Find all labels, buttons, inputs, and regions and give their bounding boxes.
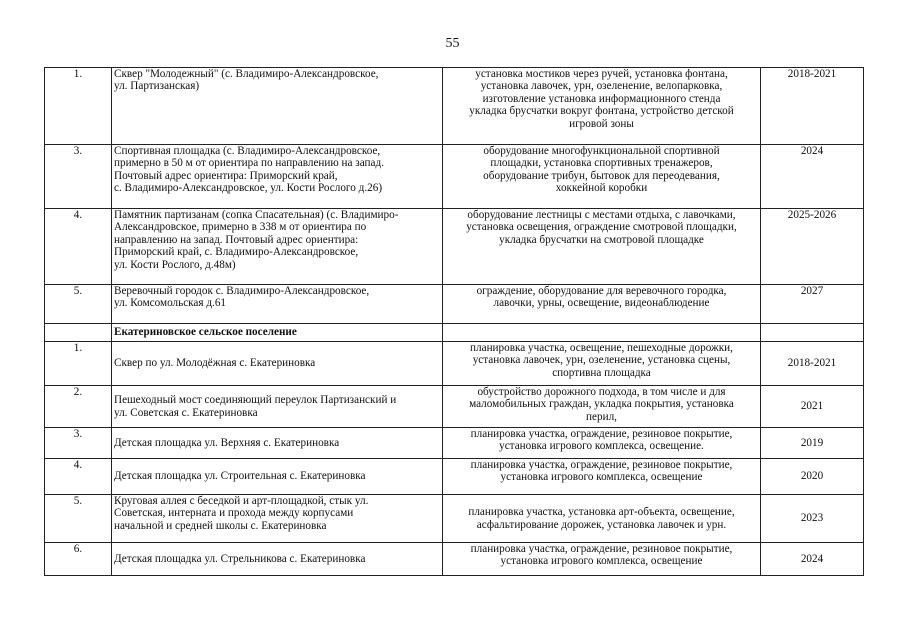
years-cell: 2025-2026 (761, 209, 864, 285)
object-line: Круговая аллея с беседкой и арт-площадкой, стык ул. (114, 495, 369, 507)
object-cell (112, 428, 443, 459)
table-row (45, 459, 864, 495)
years-cell: 2027 (761, 285, 864, 324)
object-cell (112, 145, 443, 209)
object-line: Сквер по ул. Молодёжная с. Екатериновка (114, 357, 316, 370)
object-cell (112, 285, 443, 324)
row-number: 5. (45, 285, 112, 324)
table-row (45, 543, 864, 576)
object-line: Детская площадка ул. Стрельникова с. Екатериновка (114, 552, 366, 565)
page-number: 55 (445, 36, 460, 51)
years-cell: 2018-2021 (761, 68, 864, 145)
object-cell (112, 209, 443, 285)
works-cell (443, 459, 761, 495)
works-cell (443, 342, 761, 386)
works-line: площадки, установка спортивных тренажеров, (490, 157, 713, 170)
works-line: изготовление установка информационного стенда (482, 92, 721, 105)
section-works-cell (443, 324, 761, 342)
row-number: 5. (45, 495, 112, 543)
object-line: ул. Партизанская) (114, 80, 200, 93)
row-number: 4. (45, 459, 112, 495)
row-number: 3. (45, 428, 112, 459)
section-number-cell (45, 324, 112, 342)
works-cell (443, 495, 761, 543)
object-line: начальной и средней школы с. Екатериновка (114, 519, 327, 532)
row-number: 2. (45, 386, 112, 428)
object-line: Веревочный городок с. Владимиро-Александровское, (114, 285, 370, 297)
works-line: планировка участка, ограждение, резиновое покрытие, (470, 459, 733, 471)
row-number: 1. (45, 68, 112, 145)
object-line: Сквер "Молодежный" (с. Владимиро-Александровское, (114, 68, 379, 80)
row-number: 3. (45, 145, 112, 209)
table-body (45, 68, 864, 576)
object-line: примерно в 50 м от ориентира по направлению на запад. (114, 157, 384, 170)
object-cell (112, 495, 443, 543)
section-title: Екатериновское сельское поселение (112, 324, 443, 342)
works-line: планировка участка, ограждение, резиновое покрытие, (470, 543, 733, 555)
row-number: 6. (45, 543, 112, 576)
object-cell (112, 68, 443, 145)
object-cell (112, 342, 443, 386)
works-line: лавочки, урны, освещение, видеонаблюдение (493, 297, 710, 310)
works-cell (443, 543, 761, 576)
works-line: хоккейной коробки (555, 182, 648, 195)
section-row (45, 324, 864, 342)
works-line: оборудование многофункциональной спортивной (483, 145, 720, 157)
works-line: обустройство дорожного подхода, в том числе и для (477, 386, 726, 398)
works-line: спортивна площадка (552, 366, 651, 379)
table-row (45, 209, 864, 285)
works-cell (443, 428, 761, 459)
works-line: маломобильных граждан, укладка покрытия, установка (469, 398, 734, 411)
improvement-plan-table (44, 67, 864, 576)
works-cell (443, 68, 761, 145)
works-line: перил, (586, 410, 617, 423)
table-row (45, 68, 864, 145)
works-line: установка освещения, ограждение смотровой площадки, (466, 221, 737, 234)
object-line: Пешеходный мост соединяющий переулок Партизанский и (114, 394, 397, 407)
object-line: ул. Комсомольская д.61 (114, 297, 227, 310)
works-cell (443, 209, 761, 285)
works-line: установка лавочек, урн, озеленение, велопарковка, (480, 80, 723, 93)
object-line: Приморский край, с. Владимиро-Александровское, (114, 246, 359, 259)
object-line: Детская площадка ул. Строительная с. Екатериновка (114, 470, 366, 483)
row-number: 4. (45, 209, 112, 285)
works-line: установка игрового комплекса, освещение (500, 471, 703, 484)
years-cell: 2024 (761, 145, 864, 209)
object-cell (112, 386, 443, 428)
years-cell: 2019 (761, 428, 864, 459)
object-line: Александровское, примерно в 338 м от ориентира по (114, 221, 367, 234)
object-cell (112, 543, 443, 576)
table-row (45, 145, 864, 209)
works-line: планировка участка, ограждение, резиновое покрытие, (470, 428, 733, 440)
object-line: Советская, интерната и прохода между корпусами (114, 507, 354, 520)
object-line: ул. Кости Рослого, д.48м) (114, 258, 236, 271)
object-line: направлению на запад. Почтовый адрес ориентира: (114, 233, 359, 246)
years-cell: 2020 (761, 459, 864, 495)
works-line: укладка брусчатки вокруг фонтана, устройство детской (469, 105, 734, 118)
object-line: ул. Советская с. Екатериновка (114, 406, 258, 419)
object-line: Почтовый адрес ориентира: Приморский край, (114, 169, 338, 182)
object-cell (112, 459, 443, 495)
works-line: ограждение, оборудование для веревочного городка, (476, 285, 727, 297)
works-line: игровой зоны (569, 117, 634, 130)
works-line: установка игрового комплекса, освещение. (499, 440, 704, 453)
table-row (45, 386, 864, 428)
table-row (45, 285, 864, 324)
works-cell (443, 285, 761, 324)
row-number: 1. (45, 342, 112, 386)
table-row (45, 495, 864, 543)
years-cell: 2023 (761, 495, 864, 543)
table-row (45, 428, 864, 459)
works-cell (443, 386, 761, 428)
works-line: оборудование лестницы с местами отдыха, с лавочками, (467, 209, 736, 221)
works-line: установка лавочек, урн, озеленение, установка сцены, (472, 354, 731, 367)
object-line: Памятник партизанам (сопка Спасательная) (с. Владимиро- (114, 209, 399, 221)
works-line: асфальтирование дорожек, установка лавочек и урн. (476, 518, 727, 531)
years-cell: 2021 (761, 386, 864, 428)
object-line: Детская площадка ул. Верхняя с. Екатериновка (114, 436, 340, 449)
works-line: планировка участка, освещение, пешеходные дорожки, (470, 342, 733, 354)
years-cell: 2018-2021 (761, 342, 864, 386)
works-line: оборудование трибун, бытовок для переодевания, (483, 169, 720, 182)
works-line: планировка участка, установка арт-объекта, освещение, (468, 506, 735, 519)
works-line: установка мостиков через ручей, установка фонтана, (475, 68, 728, 80)
works-line: установка игрового комплекса, освещение (500, 555, 703, 568)
object-line: с. Владимиро-Александровское, ул. Кости Рослого д.26) (114, 182, 383, 195)
table-row (45, 342, 864, 386)
section-years-cell (761, 324, 864, 342)
years-cell: 2024 (761, 543, 864, 576)
works-line: укладка брусчатки на смотровой площадке (499, 233, 704, 246)
works-cell (443, 145, 761, 209)
object-line: Спортивная площадка (с. Владимиро-Александровское, (114, 145, 381, 157)
